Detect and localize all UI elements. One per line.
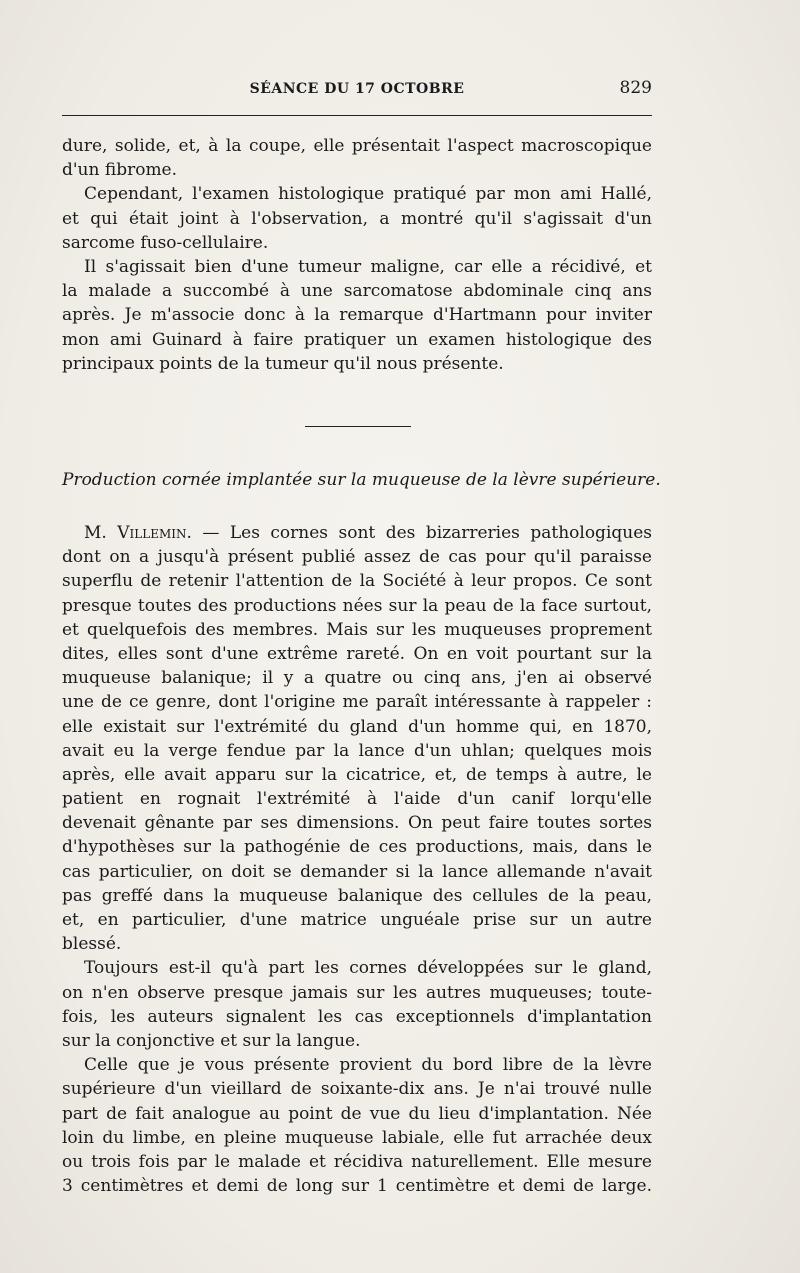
text-line: une de ce genre, dont l'origine me paraît intéressante à rappeler : — [62, 692, 652, 713]
text-line: après. Je m'associe donc à la remarque d'Hartmann pour inviter — [62, 305, 652, 326]
text-line: dites, elles sont d'une extrême rareté. On en voit pourtant sur la — [62, 643, 652, 664]
bottom-text-block — [62, 521, 652, 1198]
text-line: d'hypothèses sur la pathogénie de ces productions, mais, dans le — [62, 837, 652, 858]
section-title: Production cornée implantée sur la muqueuse de la lèvre supérieure. — [62, 470, 661, 490]
text-line: sur la conjonctive et sur la langue. — [62, 1030, 361, 1051]
text-line: et, en particulier, d'une matrice unguéale prise sur un autre — [62, 910, 652, 930]
text-line: sarcome fuso-cellulaire. — [62, 232, 269, 253]
text-line: superflu de retenir l'attention de la Société à leur propos. Ce sont — [62, 571, 652, 592]
text-line: avait eu la verge fendue par la lance d'un uhlan; quelques mois — [62, 740, 652, 761]
text-line: devenait gênante par ses dimensions. On peut faire toutes sortes — [62, 813, 652, 834]
text-line: principaux points de la tumeur qu'il nous présente. — [62, 353, 504, 374]
page-number: 829 — [619, 78, 652, 98]
text-line: ou trois fois par le malade et récidiva naturellement. Elle mesure — [62, 1151, 652, 1172]
running-title: SÉANCE DU 17 OCTOBRE — [249, 81, 465, 97]
text-line: supérieure d'un vieillard de soixante-dix ans. Je n'ai trouvé nulle — [62, 1079, 652, 1100]
text-line: cas particulier, on doit se demander si la lance allemande n'avait — [62, 861, 652, 882]
header-rule — [62, 115, 652, 116]
text-line: mon ami Guinard à faire pratiquer un examen histologique des — [62, 329, 652, 350]
text-line: et qui était joint à l'observation, a montré qu'il s'agissait d'un — [62, 208, 652, 229]
text-line: la malade a succombé à une sarcomatose abdominale cinq ans — [62, 281, 652, 302]
speaker-name: Villemin. — [117, 523, 192, 543]
text-line: fois, les auteurs signalent les cas exceptionnels d'implantation — [62, 1006, 652, 1027]
running-head — [62, 78, 652, 102]
text-line: elle existait sur l'extrémité du gland d'un homme qui, en 1870, — [62, 716, 652, 737]
text-line: blessé. — [62, 934, 122, 955]
speaker-prefix: M. — [84, 523, 118, 543]
top-text-block — [62, 134, 652, 376]
speaker-line — [62, 521, 652, 545]
text-line: après, elle avait apparu sur la cicatrice, et, de temps à autre, le — [62, 764, 652, 785]
text-line: dont on a jusqu'à présent publié assez de cas pour qu'il paraisse — [62, 547, 652, 568]
text-line: d'un fibrome. — [62, 160, 178, 181]
text-line: Il s'agissait bien d'une tumeur maligne, car elle a récidivé, et — [84, 256, 652, 277]
speaker-line-rest: — Les cornes sont des bizarreries pathologiques — [191, 523, 652, 543]
text-line: et quelquefois des membres. Mais sur les muqueuses proprement — [62, 619, 652, 640]
text-line: 3 centimètres et demi de long sur 1 centimètre et demi de large. — [62, 1176, 652, 1197]
text-line: on n'en observe presque jamais sur les autres muqueuses; toute- — [62, 982, 652, 1003]
text-line: dure, solide, et, à la coupe, elle présentait l'aspect macroscopique — [62, 136, 652, 156]
text-line: Toujours est-il qu'à part les cornes développées sur le gland, — [84, 958, 652, 979]
text-line: patient en rognait l'extrémité à l'aide d'un canif lorqu'elle — [62, 789, 652, 810]
section-divider — [305, 426, 411, 427]
text-line: muqueuse balanique; il y a quatre ou cinq ans, j'en ai observé — [62, 668, 652, 689]
text-line: Celle que je vous présente provient du bord libre de la lèvre — [84, 1055, 652, 1076]
text-line: presque toutes des productions nées sur la peau de la face surtout, — [62, 595, 652, 616]
text-line: pas greffé dans la muqueuse balanique des cellules de la peau, — [62, 885, 652, 906]
text-line: Cependant, l'examen histologique pratiqué par mon ami Hallé, — [84, 184, 652, 205]
text-line: part de fait analogue au point de vue du lieu d'implantation. Née — [62, 1103, 652, 1124]
text-line: loin du limbe, en pleine muqueuse labiale, elle fut arrachée deux — [62, 1127, 652, 1148]
